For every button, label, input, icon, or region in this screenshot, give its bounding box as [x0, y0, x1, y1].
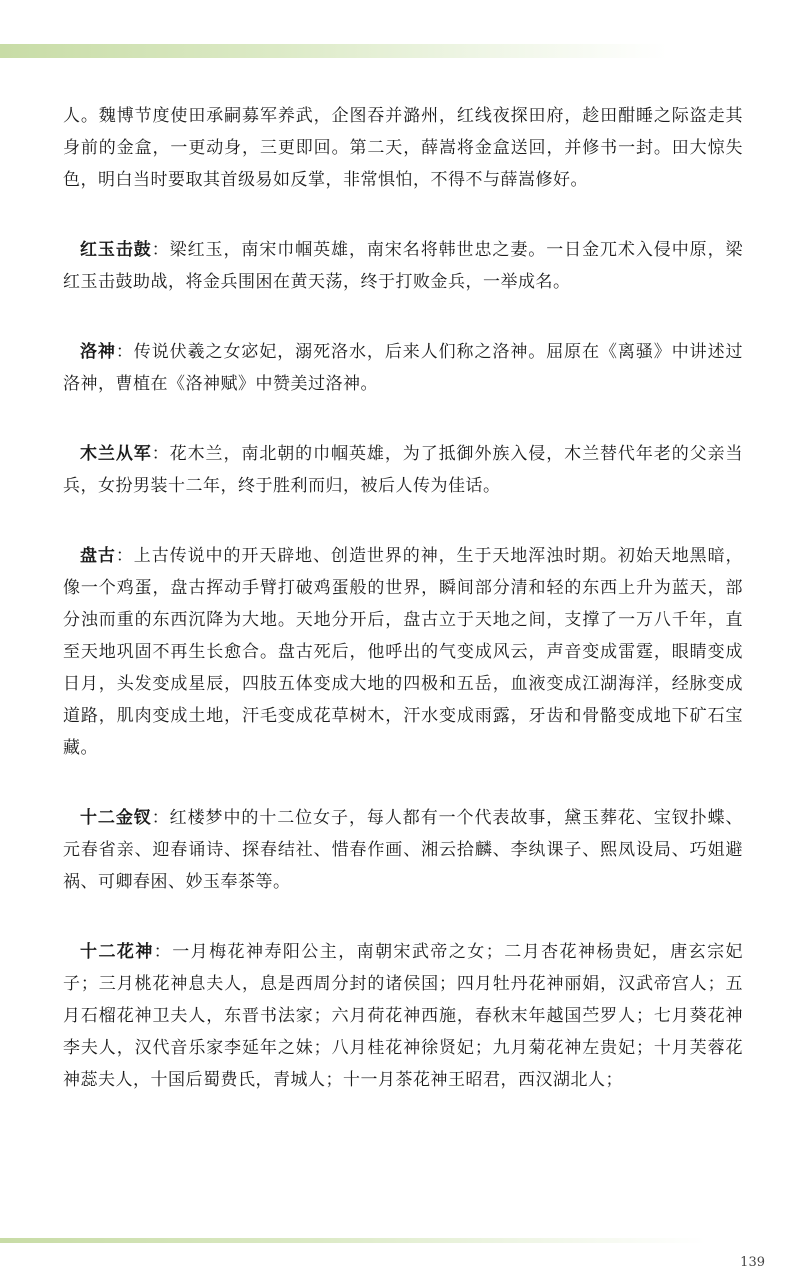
page-number: 139 — [740, 1255, 765, 1270]
entry-luoshen — [63, 336, 743, 400]
entry-text: ：一月梅花神寿阳公主，南朝宋武帝之女；二月杏花神杨贵妃，唐玄宗妃子；三月桃花神息夫人，息是西周分封的诸侯国；四月牡丹花神丽娟，汉武帝宫人；五月石榴花神卫夫人，东晋书法家；六月荷花神西施，春秋末年越国苎罗人；七月葵花神李夫人，汉代音乐家李延年之妹；八月桂花神徐贤妃；九月菊花神左贵妃；十月芙蓉花神蕊夫人，十国后蜀费氏，青城人；十一月茶花神王昭君，西汉湖北人； — [63, 942, 744, 1090]
entry-mulan-congjun — [63, 438, 743, 502]
footer-decoration-bar — [0, 1238, 785, 1243]
entry-hongyu-jigu — [63, 234, 743, 298]
entry-pangu — [63, 540, 743, 764]
header-decoration-bar — [0, 44, 785, 58]
entry-text: ：上古传说中的开天辟地、创造世界的神，生于天地浑浊时期。初始天地黑暗，像一个鸡蛋，盘古挥动手臂打破鸡蛋般的世界，瞬间部分清和轻的东西上升为蓝天，部分浊而重的东西沉降为大地。天地分开后，盘古立于天地之间，支撑了一万八千年，直至天地巩固不再生长愈合。盘古死后，他呼出的气变成风云，声音变成雷霆，眼睛变成日月，头发变成星辰，四肢五体变成大地的四极和五岳，血液变成江湖海洋，经脉变成道路，肌肉变成土地，汗毛变成花草树木，汗水变成雨露，牙齿和骨骼变成地下矿石宝藏。 — [63, 546, 744, 758]
entry-term: 盘古 — [80, 546, 116, 566]
entry-term: 十二花神 — [80, 942, 154, 962]
entry-text: ：梁红玉，南宋巾帼英雄，南宋名将韩世忠之妻。一日金兀术入侵中原，梁红玉击鼓助战，将金兵围困在黄天荡，终于打败金兵，一举成名。 — [63, 240, 744, 292]
entry-text: ：传说伏羲之女宓妃，溺死洛水，后来人们称之洛神。屈原在《离骚》中讲述过洛神，曹植在《洛神赋》中赞美过洛神。 — [63, 342, 744, 394]
entry-shier-jinchai — [63, 802, 743, 898]
entry-term: 十二金钗 — [80, 808, 152, 828]
entry-term: 木兰从军 — [80, 444, 152, 464]
entry-text: ：红楼梦中的十二位女子，每人都有一个代表故事，黛玉葬花、宝钗扑蝶、元春省亲、迎春诵诗、探春结社、惜春作画、湘云拾麟、李纨课子、熙凤设局、巧姐避祸、可卿春困、妙玉奉茶等。 — [63, 808, 744, 892]
entry-hongxian-continued — [63, 100, 743, 196]
entry-shier-huashen — [63, 936, 743, 1096]
entry-text: 人。魏博节度使田承嗣募军养武，企图吞并潞州，红线夜探田府，趁田酣睡之际盗走其身前的金盒，一更动身，三更即回。第二天，薛嵩将金盒送回，并修书一封。田大惊失色，明白当时要取其首级易如反掌，非常惧怕，不得不与薛嵩修好。 — [63, 106, 743, 190]
entry-text: ：花木兰，南北朝的巾帼英雄，为了抵御外族入侵，木兰替代年老的父亲当兵，女扮男装十二年，终于胜利而归，被后人传为佳话。 — [63, 444, 744, 496]
entry-term: 红玉击鼓 — [80, 240, 152, 260]
entry-term: 洛神 — [80, 342, 116, 362]
page-body — [63, 100, 743, 1134]
